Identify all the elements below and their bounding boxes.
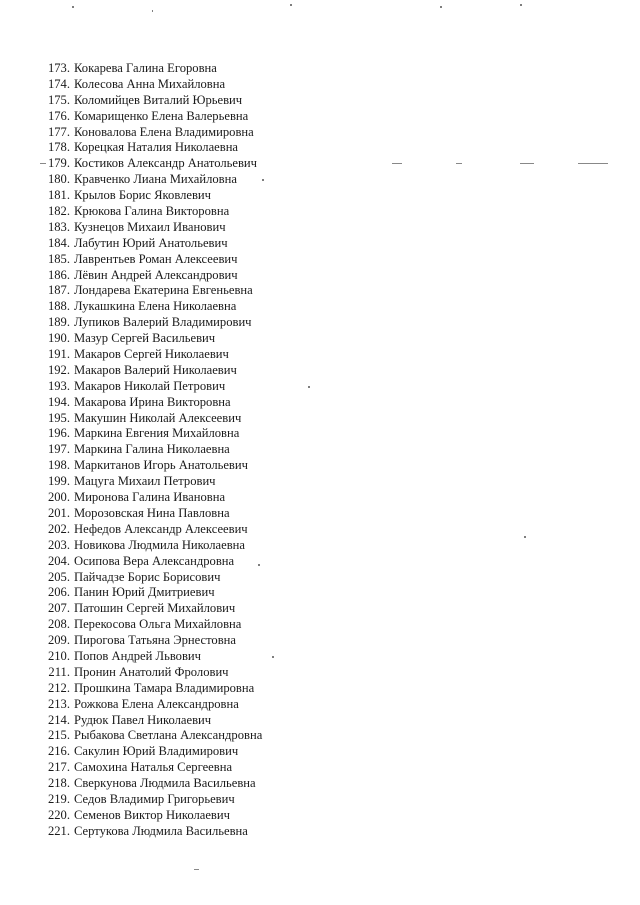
item-name: Кокарева Галина Егоровна — [74, 61, 217, 75]
item-number: 220. — [47, 807, 70, 822]
scan-speck — [272, 656, 274, 658]
list-item — [46, 236, 262, 252]
item-name: Лабутин Юрий Анатольевич — [74, 235, 228, 250]
item-name: Пирогова Татьяна Эрнестовна — [74, 633, 237, 648]
list-item — [46, 538, 262, 554]
item-number: 204. — [47, 553, 70, 568]
item-number: 182. — [47, 204, 70, 219]
list-item — [46, 156, 262, 172]
item-name: Макарова Ирина Викторовна — [74, 394, 231, 409]
item-number: 199. — [47, 474, 70, 489]
list-item — [46, 61, 262, 77]
item-name: Макаров Валерий Николаевич — [74, 362, 237, 377]
item-number: 208. — [47, 617, 70, 632]
list-item — [46, 570, 262, 586]
scan-line — [520, 163, 534, 164]
item-name: Лупиков Валерий Владимирович — [74, 315, 252, 330]
list-item — [46, 490, 262, 506]
item-name: Лукашкина Елена Николаевна — [74, 299, 237, 314]
item-number: 211. — [48, 664, 70, 679]
item-name: Самохина Наталья Сергеевна — [74, 760, 233, 775]
list-item — [46, 331, 262, 347]
item-number: 173. — [47, 61, 70, 75]
list-item — [46, 379, 262, 395]
list-item — [46, 474, 262, 490]
list-item — [46, 760, 262, 776]
scan-line — [392, 163, 402, 164]
item-name: Седов Владимир Григорьевич — [74, 791, 235, 806]
list-item — [46, 283, 262, 299]
list-item — [46, 188, 262, 204]
item-number: 194. — [47, 394, 70, 409]
list-item — [46, 633, 262, 649]
item-number: 200. — [47, 490, 70, 505]
list-item — [46, 268, 262, 284]
list-item — [46, 426, 262, 442]
item-name: Перекосова Ольга Михайловна — [74, 617, 242, 632]
scan-line — [578, 163, 608, 164]
item-name: Макушин Николай Алексеевич — [74, 410, 242, 425]
item-number: 181. — [47, 188, 70, 203]
item-number: 216. — [47, 744, 70, 759]
name-list — [46, 61, 262, 840]
list-item — [46, 554, 262, 570]
item-name: Осипова Вера Александровна — [74, 553, 235, 568]
list-item — [46, 665, 262, 681]
item-name: Маркина Галина Николаевна — [74, 442, 230, 457]
list-item — [46, 824, 262, 840]
item-name: Попов Андрей Львович — [74, 648, 202, 663]
list-item — [46, 315, 262, 331]
list-item — [46, 585, 262, 601]
list-item — [46, 681, 262, 697]
list-item — [46, 601, 262, 617]
list-item — [46, 172, 262, 188]
item-name: Кравченко Лиана Михайловна — [74, 172, 237, 187]
item-number: 183. — [47, 219, 70, 234]
list-item — [46, 109, 262, 125]
item-name: Пайчадзе Борис Борисович — [74, 569, 221, 584]
item-number: 206. — [47, 585, 70, 600]
list-item — [46, 744, 262, 760]
item-name: Костиков Александр Анатольевич — [74, 156, 257, 171]
item-name: Лондарева Екатерина Евгеньевна — [74, 283, 253, 298]
scan-speck — [152, 10, 153, 12]
item-name: Крылов Борис Яковлевич — [74, 188, 211, 203]
item-number: 186. — [47, 267, 70, 282]
item-name: Патошин Сергей Михайлович — [74, 601, 236, 616]
item-number: 219. — [47, 791, 70, 806]
scan-speck — [308, 386, 310, 388]
list-item — [46, 506, 262, 522]
item-number: 192. — [47, 362, 70, 377]
item-number: 191. — [47, 347, 70, 362]
list-item — [46, 776, 262, 792]
scan-speck — [72, 6, 74, 8]
item-name: Корецкая Наталия Николаевна — [74, 140, 239, 155]
item-name: Сверкунова Людмила Васильевна — [74, 776, 256, 791]
item-name: Колесова Анна Михайловна — [74, 76, 226, 91]
list-item — [46, 252, 262, 268]
item-name: Семенов Виктор Николаевич — [74, 807, 230, 822]
item-name: Макаров Сергей Николаевич — [74, 347, 229, 362]
item-name: Морозовская Нина Павловна — [74, 505, 230, 520]
item-number: 196. — [47, 426, 70, 441]
item-number: 189. — [47, 315, 70, 330]
list-item — [46, 713, 262, 729]
list-item — [46, 220, 262, 236]
item-name: Коломийцев Виталий Юрьевич — [74, 92, 243, 107]
item-number: 221. — [47, 823, 70, 838]
item-number: 180. — [47, 172, 70, 187]
item-number: 185. — [47, 251, 70, 266]
list-item — [46, 140, 262, 156]
list-item — [46, 442, 262, 458]
list-item — [46, 204, 262, 220]
item-number: 197. — [47, 442, 70, 457]
item-name: Миронова Галина Ивановна — [74, 490, 226, 505]
item-name: Маркитанов Игорь Анатольевич — [74, 458, 248, 473]
item-name: Мазур Сергей Васильевич — [74, 331, 216, 346]
item-number: 198. — [47, 458, 70, 473]
item-number: 209. — [47, 633, 70, 648]
item-number: 195. — [47, 410, 70, 425]
scan-speck — [262, 179, 264, 181]
list-item — [46, 93, 262, 109]
list-item — [46, 347, 262, 363]
list-item — [46, 792, 262, 808]
scan-speck — [290, 4, 292, 6]
list-item — [46, 617, 262, 633]
item-name: Маркина Евгения Михайловна — [74, 426, 240, 441]
item-name: Комарищенко Елена Валерьевна — [74, 108, 249, 123]
item-name: Новикова Людмила Николаевна — [74, 537, 246, 552]
item-number: 176. — [47, 108, 70, 123]
list-item — [46, 697, 262, 713]
item-name: Крюкова Галина Викторовна — [74, 204, 230, 219]
item-number: 187. — [47, 283, 70, 298]
item-number: 190. — [47, 331, 70, 346]
list-item — [46, 299, 262, 315]
item-number: 178. — [47, 140, 70, 155]
list-item — [46, 395, 262, 411]
scan-speck — [520, 4, 522, 6]
item-number: 217. — [47, 760, 70, 775]
item-number: 214. — [47, 712, 70, 727]
item-number: 212. — [47, 680, 70, 695]
list-item — [46, 411, 262, 427]
item-number: 201. — [47, 505, 70, 520]
item-number: 218. — [47, 776, 70, 791]
item-number: 175. — [47, 92, 70, 107]
scan-line — [456, 163, 462, 164]
item-name: Кузнецов Михаил Иванович — [74, 219, 226, 234]
item-name: Лёвин Андрей Александрович — [74, 267, 238, 282]
item-name: Пронин Анатолий Фролович — [74, 664, 229, 679]
item-name: Коновалова Елена Владимировна — [74, 124, 254, 139]
item-number: 210. — [47, 648, 70, 663]
list-item — [46, 363, 262, 379]
list-item — [46, 649, 262, 665]
item-number: 184. — [47, 235, 70, 250]
item-number: 179. — [47, 156, 70, 171]
item-number: 193. — [47, 378, 70, 393]
item-name: Панин Юрий Дмитриевич — [74, 585, 215, 600]
scan-speck — [440, 6, 442, 8]
item-number: 174. — [47, 76, 70, 91]
item-number: 203. — [47, 537, 70, 552]
scan-speck — [524, 536, 526, 538]
item-number: 188. — [47, 299, 70, 314]
list-item — [46, 77, 262, 93]
item-name: Сертукова Людмила Васильевна — [74, 823, 248, 838]
list-item — [46, 728, 262, 744]
item-number: 205. — [47, 569, 70, 584]
scan-line — [194, 869, 199, 870]
list-item — [46, 522, 262, 538]
item-name: Рудюк Павел Николаевич — [74, 712, 212, 727]
item-number: 207. — [47, 601, 70, 616]
item-name: Лаврентьев Роман Алексеевич — [74, 251, 238, 266]
item-name: Рожкова Елена Александровна — [74, 696, 239, 711]
item-name: Нефедов Александр Алексеевич — [74, 521, 248, 536]
item-name: Мацуга Михаил Петрович — [74, 474, 216, 489]
list-item — [46, 458, 262, 474]
item-number: 202. — [47, 521, 70, 536]
item-name: Прошкина Тамара Владимировна — [74, 680, 255, 695]
item-number: 213. — [47, 696, 70, 711]
item-number: 177. — [47, 124, 70, 139]
list-item — [46, 125, 262, 141]
item-name: Рыбакова Светлана Александровна — [74, 728, 263, 743]
item-name: Сакулин Юрий Владимирович — [74, 744, 239, 759]
item-name: Макаров Николай Петрович — [74, 378, 226, 393]
item-number: 215. — [47, 728, 70, 743]
list-item — [46, 808, 262, 824]
